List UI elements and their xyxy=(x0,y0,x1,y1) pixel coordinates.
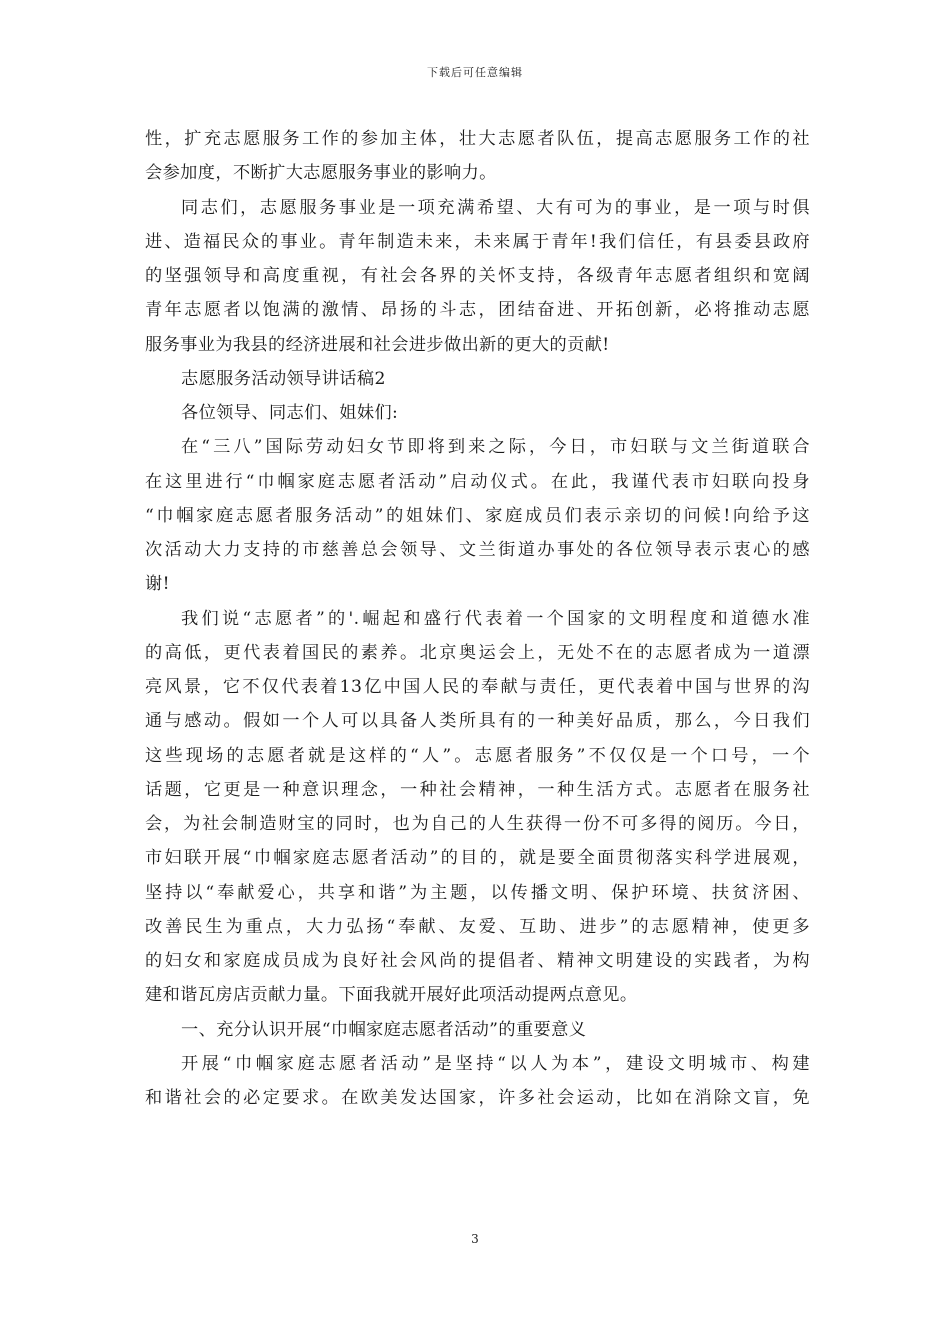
text-line: 会参加度，不断扩大志愿服务事业的影响力。 xyxy=(145,163,497,184)
text-line: 次活动大力支持的市慈善总会领导、文兰街道办事处的各位领导表示衷心的感 xyxy=(145,540,810,560)
text-line: 坚持以“奉献爱心，共享和谐”为主题，以传播文明、保护环境、扶贫济困、 xyxy=(145,882,810,903)
text-line: “巾帼家庭志愿者服务活动”的姐妹们、家庭成员们表示亲切的问候!向给予这 xyxy=(145,505,810,526)
text-line: 同志们，志愿服务事业是一项充满希望、大有可为的事业，是一项与时俱 xyxy=(181,197,810,218)
text-line: 的妇女和家庭成员成为良好社会风尚的提倡者、精神文明建设的实践者，为构 xyxy=(145,951,810,971)
page-number: 3 xyxy=(471,1232,479,1246)
page-header: 下载后可任意编辑 xyxy=(427,66,523,79)
text-line: 性，扩充志愿服务工作的参加主体，壮大志愿者队伍，提高志愿服务工作的社 xyxy=(145,129,810,149)
text-line: 在“三八”国际劳动妇女节即将到来之际，今日，市妇联与文兰街道联合 xyxy=(181,437,810,458)
text-line: 市妇联开展“巾帼家庭志愿者活动”的目的，就是要全面贯彻落实科学进展观， xyxy=(145,848,810,869)
text-line: 在这里进行“巾帼家庭志愿者活动”启动仪式。在此，我谨代表市妇联向投身 xyxy=(145,471,810,492)
text-line: 各位领导、同志们、姐妹们: xyxy=(181,403,399,423)
text-line: 志愿服务活动领导讲话稿2 xyxy=(181,368,386,389)
text-line: 一、充分认识开展“巾帼家庭志愿者活动”的重要意义 xyxy=(181,1019,587,1040)
text-line: 通与感动。假如一个人可以具备人类所具有的一种美好品质，那么，今日我们 xyxy=(145,711,810,732)
text-line: 我们说“志愿者”的'.崛起和盛行代表着一个国家的文明程度和道德水准 xyxy=(181,608,810,629)
text-line: 会，为社会制造财宝的同时，也为自己的人生获得一份不可多得的阅历。今日， xyxy=(145,814,810,834)
text-line: 谢! xyxy=(145,574,170,595)
text-line: 建和谐瓦房店贡献力量。下面我就开展好此项活动提两点意见。 xyxy=(145,985,638,1006)
text-line: 这些现场的志愿者就是这样的“人”。志愿者服务”不仅仅是一个口号，一个 xyxy=(145,745,810,766)
text-line: 的坚强领导和高度重视，有社会各界的关怀支持，各级青年志愿者组织和宽阔 xyxy=(145,266,810,286)
text-line: 和谐社会的必定要求。在欧美发达国家，许多社会运动，比如在消除文盲，免 xyxy=(145,1088,810,1108)
text-line: 话题，它更是一种意识理念，一种社会精神，一种生活方式。志愿者在服务社 xyxy=(145,779,810,800)
text-line: 的高低，更代表着国民的素养。北京奥运会上，无处不在的志愿者成为一道漂 xyxy=(145,642,810,663)
text-line: 开展“巾帼家庭志愿者活动”是坚持“以人为本”，建设文明城市、构建 xyxy=(181,1053,810,1074)
text-line: 青年志愿者以饱满的激情、昂扬的斗志，团结奋进、开拓创新，必将推动志愿 xyxy=(145,300,810,321)
text-line: 改善民生为重点，大力弘扬“奉献、友爱、互助、进步”的志愿精神，使更多 xyxy=(145,916,810,937)
text-line: 进、造福民众的事业。青年制造未来，未来属于青年!我们信任，有县委县政府 xyxy=(145,231,810,252)
document-body xyxy=(145,122,810,1115)
text-line: 亮风景，它不仅代表着13亿中国人民的奉献与责任，更代表着中国与世界的沟 xyxy=(145,677,810,697)
text-line: 服务事业为我县的经济进展和社会进步做出新的更大的贡献! xyxy=(145,334,610,355)
